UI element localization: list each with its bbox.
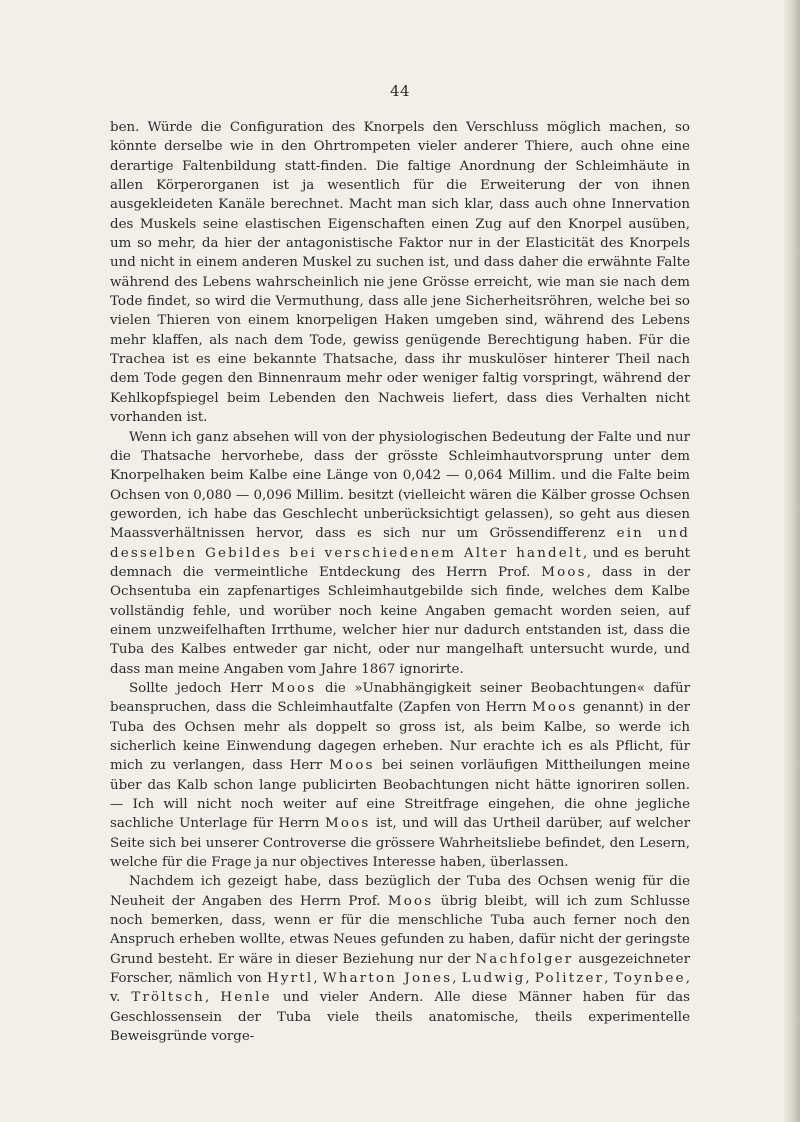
paragraph-text: , (204, 990, 221, 1006)
paragraph-text: und vieler Andern. Alle diese Männer haben für das Geschlossensein der Tuba viele theils anatomische, theils experimentelle Beweisgründe vorge- (110, 990, 690, 1045)
spaced-emphasis-text: Ludwig (461, 971, 526, 987)
spaced-emphasis-text: Moos (270, 680, 317, 696)
paragraph-text: , und es beruht demnach die vermeintliche Entdeckung des Herrn Prof. (110, 545, 690, 580)
paragraph-text: , dass in der Ochsentuba ein zapfenartiges Schleimhautgebilde sich finde, welches dem Kalbe vollständig fehle, und worüber noch keine Angaben gemacht worden seien, auf einem unzweifelhaften Irrthume, welcher hier nur dadurch entstanden ist, dass die Tuba des Kalbes entweder gar nicht, oder nur mangelhaft untersucht wurde, und dass man meine Angaben vom Jahre 1867 ignorirte. (110, 564, 690, 677)
paragraph-text: die »Unabhängigkeit seiner Beobachtungen« dafür beanspruchen, dass die Schleimhautfalte (Zapfen von Herrn (110, 680, 690, 716)
spaced-emphasis-text: ein und desselben Gebildes bei verschiedenem Alter handelt (110, 526, 690, 561)
spaced-emphasis-text: Henle (220, 990, 272, 1006)
spaced-emphasis-text: Wharton Jones (322, 971, 453, 987)
spaced-emphasis-text: Moos (325, 816, 371, 832)
paragraph-text: ben. Würde die Configuration des Knorpels den Verschluss möglich machen, so könnte derselbe wie in den Ohrtrompeten vieler anderer Thiere, auch ohne eine derartige Faltenbildung statt-finden. Die faltige Anordnung der Schleimhäute in allen Körperorganen ist ja wesentlich für die Erweiterung der von ihnen ausgekleideten Kanäle berechnet. Macht man sich klar, dass auch ohne Innervation des Muskels seine elastischen Eigenschaften einen Zug auf den Knorpel ausüben, um so mehr, da hier der antagonistische Faktor nur in der Elasticität des Knorpels und nicht in einem anderen Muskel zu suchen ist, und dass daher die erwähnte Falte während des Lebens wahrscheinlich nie jene Grösse erreicht, wie man sie nach dem Tode findet, so wird die Vermuthung, dass alle jene Sicherheitsröhren, welche bei so vielen Thieren von einem knorpeligen Haken umgeben sind, während des Lebens mehr klaffen, als nach dem Tode, gewiss genügende Berechtigung haben. Für die Trachea ist es eine bekannte Thatsache, dass ihr muskulöser hinterer Theil nach dem Tode gegen den Binnenraum mehr oder weniger faltig vorspringt, während der Kehlkopfspiegel beim Lebenden den Nachweis liefert, dass dies Verhalten nicht vorhanden ist. (110, 120, 690, 426)
paragraph-text: , (525, 971, 535, 987)
paragraph (110, 428, 690, 679)
paragraph-text: Nachdem ich gezeigt habe, dass bezüglich der Tuba des Ochsen wenig für die Neuheit der Angaben des Herrn Prof. (110, 874, 690, 909)
spaced-emphasis-text: Moos (541, 564, 587, 580)
paragraph (110, 679, 690, 872)
paragraph (110, 118, 690, 428)
spaced-emphasis-text: Tröltsch (131, 990, 205, 1006)
body-text (110, 118, 690, 1047)
paragraph-text: ist, und will das Urtheil darüber, auf welcher Seite sich bei unserer Controverse die grössere Wahrheitsliebe befindet, den Lesern, welche für die Frage ja nur objectives Interesse haben, überlassen. (110, 816, 691, 871)
spaced-emphasis-text: Moos (531, 700, 578, 716)
paragraph-text: übrig bleibt, will ich zum Schlusse noch bemerken, dass, wenn er für die menschliche Tuba auch ferner noch den Anspruch erheben wollte, etwas Neues gefunden zu haben, dafür nicht der geringste Grund besteht. Er wäre in dieser Beziehung nur der (110, 893, 690, 967)
paragraph-text: , v. (110, 971, 690, 1006)
page-number: 44 (389, 82, 411, 100)
spaced-emphasis-text: Nachfolger (475, 951, 574, 967)
paragraph (110, 872, 690, 1046)
spaced-emphasis-text: Politzer (534, 971, 605, 987)
paragraph-text: bei seinen vorläufigen Mittheilungen meine über das Kalb schon lange publicirten Beobachtungen nicht hätte ignoriren sollen. — Ich will nicht noch weiter auf eine Streitfrage eingehen, die ohne jegliche sachliche Unterlage für Herrn (110, 758, 690, 832)
paragraph-text: Sollte jedoch Herr (129, 680, 271, 696)
paragraph-text: Wenn ich ganz absehen will von der physiologischen Bedeutung der Falte und nur die Thatsache hervorhebe, dass der grösste Schleimhautvorsprung unter dem Knorpelhaken beim Kalbe eine Länge von 0,042 — 0,064 Millim. und die Falte beim Ochsen von 0,080 — 0,096 Millim. besitzt (vielleicht wären die Kälber grosse Ochsen geworden, ich habe das Geschlecht unberücksichtigt gelassen), so geht aus diesen Maassverhältnissen hervor, dass es sich nur um Grössendifferenz (110, 429, 691, 542)
page-edge-shadow (784, 0, 800, 1122)
spaced-emphasis-text: Moos (387, 893, 434, 909)
paragraph-text: , (313, 971, 323, 987)
paragraph-text: , (452, 971, 462, 987)
spaced-emphasis-text: Toynbee (613, 971, 686, 987)
spaced-emphasis-text: Moos (329, 758, 375, 774)
paragraph-text: genannt) in der Tuba des Ochsen mehr als doppelt so gross ist, als beim Kalbe, so werde ich sicherlich keine Einwendung dagegen erheben. Nur erachte ich es als Pflicht, für mich zu verlangen, dass Herr (110, 700, 691, 774)
spaced-emphasis-text: Hyrtl (267, 971, 314, 987)
paragraph-text: ausgezeichneter Forscher, nämlich von (110, 951, 691, 987)
paragraph-text: , (604, 971, 614, 987)
